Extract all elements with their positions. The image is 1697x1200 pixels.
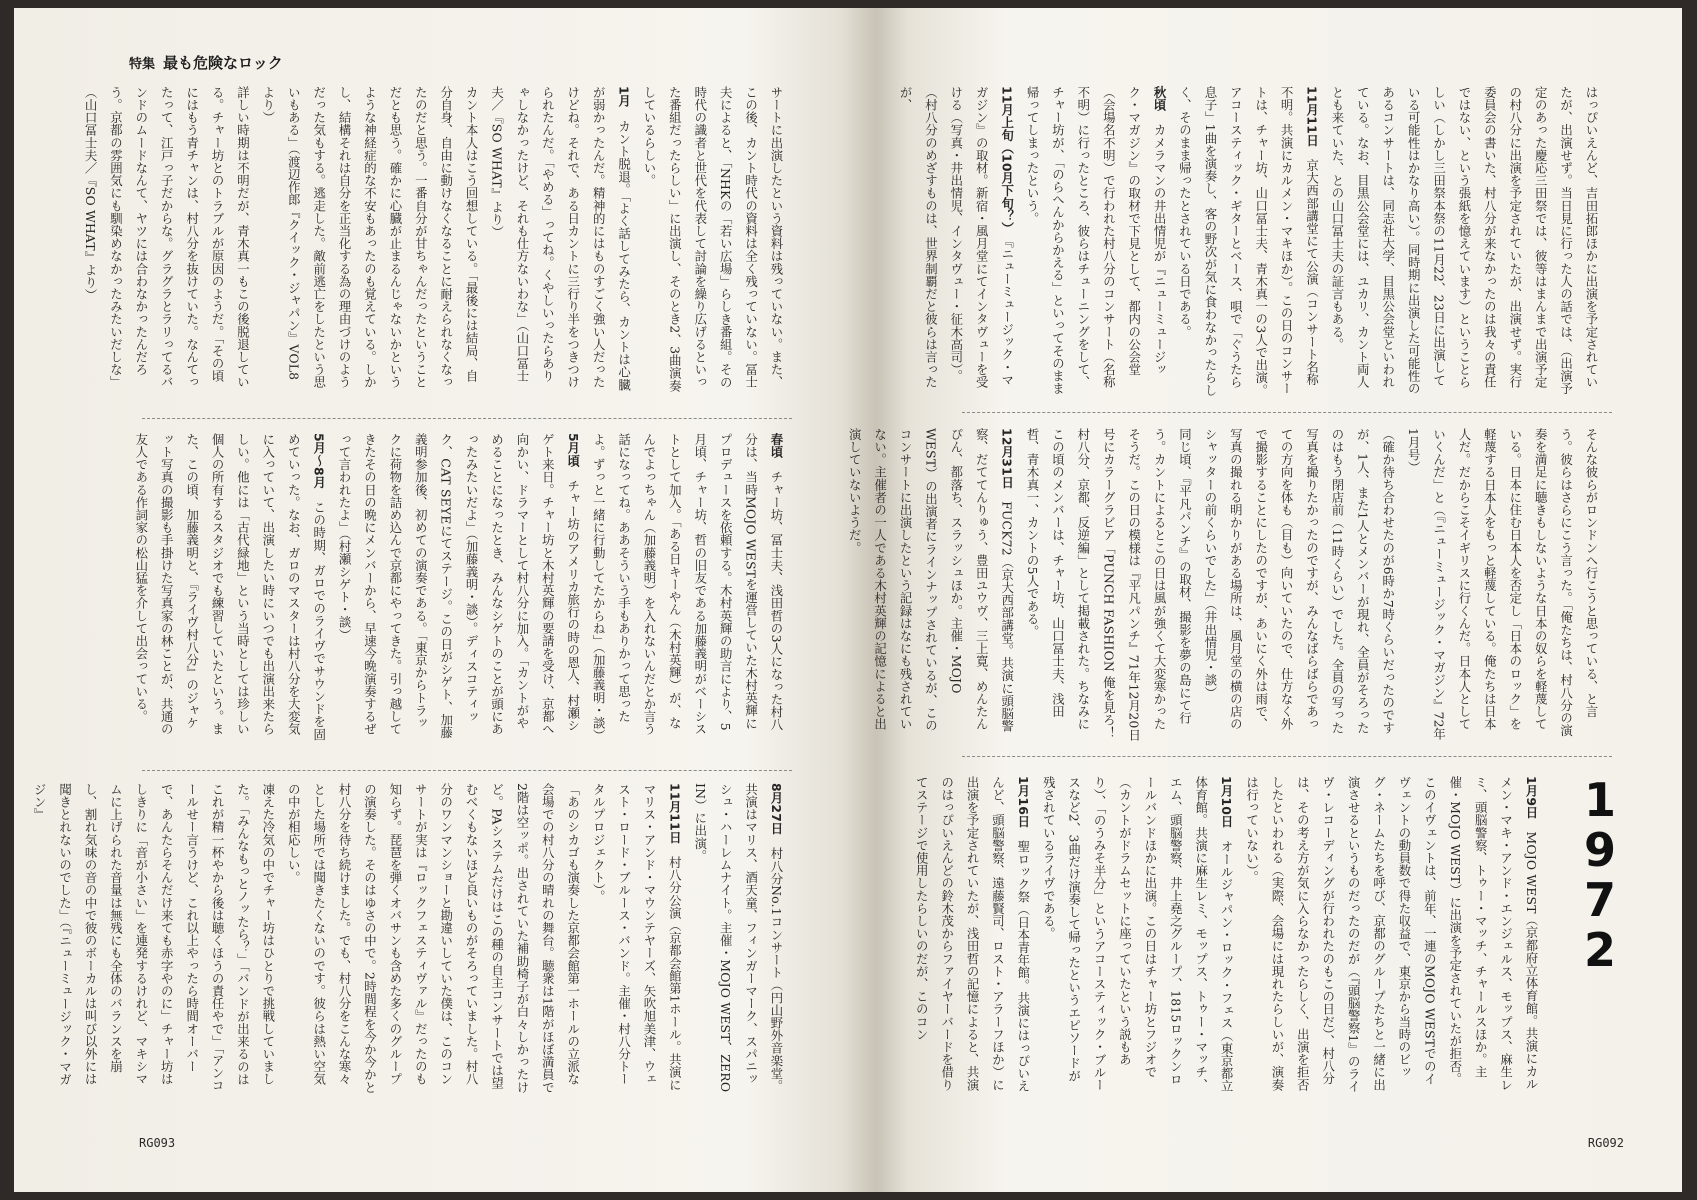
right-bot-text-1: MOJO WEST（京都府立体育館。共演にカルメン・マキ・アンド・エンジェルス、モップス、麻生レミ、頭脳警察、トゥー・マッチ、チャールスほか。主催・MOJO WEST）に出演を予定されていたが拒否。このイヴェントは、前年、一連のMOJO WESTでのイヴェントの動員数で得た収益で、東京から当時のビッグ・ネームたちを呼び、京都のグループたちと一緒に出演させるというものだったのだが（『頭脳警察1』のライヴ・レコーディングが行われたのもこの日だ）、村八分は、その考え方が気に入らなかったらしく、出演を拒否したといわれる（実際、会場には現れたらしいが、演奏は行っていない）。 xyxy=(1244,776,1539,1093)
right-mid-date-3: 12月31日 xyxy=(999,428,1015,489)
year-heading: 1972 xyxy=(1573,773,1627,973)
right-middle-band xyxy=(847,428,1604,742)
right-mid-text-0: そんな彼らがロンドンへ行こうと思っている、と言う。彼らはさらにこう言った。「俺たちは、村八分の演奏を満足に聴きもしないような日本の奴らを軽蔑している。日本に住む日本人を否定し「日本のロック」を軽蔑する日本人をもっと軽蔑している。俺たちは日本人だ。だからこそイギリスに行くんだ。日本人としていくんだ」と（『ニューミュージック・マガジン』72年1月号） xyxy=(1406,428,1599,741)
left-rule-2 xyxy=(142,770,792,771)
right-mid-text-2: 同じ頃、『平凡パンチ』の取材、撮影を夢の島にて行う。カントによるとこの日は風が強くて大変寒かったそうだ。この日の模様は『平凡パンチ』71年12月20日号にカラーグラビア「PUNCH FASHION 俺を見ろ！ 村八分、京都、反逆編」として掲載された。ちなみにこの頃のメンバーは、チャー坊、山口冨士夫、浅田哲、青木真一、カントの5人である。 xyxy=(1025,428,1193,742)
left-top-text-0: サートに出演したという資料は残っていない。また、この後、カント時代の資料は全く残っていない。冨士夫によると、「NHKの「若い広場」らしき番組。その時代の識者と世代を代表して討論を繰り広げるといった番組だったらしい」に出演し、そのとき2、3曲演奏しているらしい。 xyxy=(641,86,784,392)
right-top-date-1: 11月11日 xyxy=(1304,86,1320,147)
right-bottom-band xyxy=(914,776,1544,1094)
magazine-spread xyxy=(14,8,1682,1192)
right-top-date-3: 秋頃 xyxy=(1152,86,1168,112)
right-bot-date-4: 1月16日 xyxy=(1015,776,1031,828)
left-mid-text-1: チャー坊、冨士夫、浅田哲の3人になった村八分は、当時MOJO WESTを運営していた木村英輝にプロデュースを依頼する。木村英輝の助言により、5月頃、チャー坊、哲の旧友である加藤義明がベーシストとして加入。「ある日キーやん（木村英輝）が、なんでよっちゃん（加藤義明）を入れないんだとか言う話になってね。ああそういう手もありかって思ったよ。ずっと一緒に行動してたからね」（加藤義明・談） xyxy=(591,433,784,742)
left-bot-text-5: 凍えた冷気の中でチャー坊はひとりで挑戦していました。「みんなもっとノッたら？」「バンドが出来るのはこれが精一杯やから後は聴くほうの責任やで」「アンコールせー言うけど、これ以上やったら時間オーバーで、あんたらそんだけ来ても赤字やのに」チャー坊はしきりに「音が小さい」を連発するけれど、マキシマムに上げられた音量は無残にも全体のバランスを崩し、割れ気味の音の中で彼のボーカルは叫び以外には聞きとれないのでした」（『ニューミュージック・マガジン』 xyxy=(32,783,276,1092)
right-mid-text-1: （確か待ち合わせたのが6時か7時くらいだったのですが、1人、また1人とメンバーが現れ、全員がそろったのはもう閉店前（11時くらい）でした。全員の写った写真を撮りたかったのですが、みんなばらばらであっての方向を体も（目も）向いていたので、仕方なく外で撮影することにしたのですが、あいにく外は雨で、写真の撮れる明かりがある場所は、風月堂の横の店のシャッターの前くらいでした」（井出情児・談） xyxy=(1202,428,1396,734)
left-rule-1 xyxy=(142,418,792,419)
left-bot-text-1: 村八分No.1コンサート（円山野外音楽堂。共演はマリス、酒天童、フィンガーマーク、スパニッシュ・ハーレムナイト。主催・MOJO WEST、ZERO IN）に出演。 xyxy=(692,783,784,1093)
left-mid-date-4: 5月〜8月 xyxy=(311,433,327,489)
left-bot-text-4: 「あのシカゴも演奏した京都会館第一ホールの立派な会場での村八分の晴れの舞台。聴衆は1階がほぼ満員で2階は空ッポ。出されていた補助椅子が白々しかったけど。PAシステムだけはこの種の自主コンサートでは望むべくもないほど良いものがそろっていました。村八分のワンマンショーと勘違いしていた僕は、このコンサートが実は『ロックフェスティヴァル』だったのも知らず。琵琶を弾くオバサンも含めた多くのグループの演奏した。そのはゆさの中で。2時間程を今か今かと村八分を待ち続けました。でも、村八分をこんな寒々とした場所では聞きたくないのです。彼らは熱い空気の中が相応しい。 xyxy=(286,783,581,1094)
left-bot-date-0: 8月27日 xyxy=(769,783,784,835)
left-top-text-4: 詳しい時期は不明だが、青木真一もこの後脱退している。チャー坊とのトラブルが原因のようだ。「その頃にはもう青チャンは、村八分を抜けていた。なんてったって、江戸っ子だからな。グラグラとラリってるバンドのムードなんて、ヤツには合わなかったんだろう。京都の雰囲気にも馴染めなかったみたいだしな」（山口冨士夫／『SO WHAT』より） xyxy=(83,86,251,389)
left-bot-text-3: 村八分公演（京都会館第1ホール。共演にマリス・アンド・マウンテヤーズ、矢吹旭美津、ウェスト・ロード・ブルース・バンド。主催・村八分トータルプロジェクト）。 xyxy=(591,783,683,1091)
left-mid-text-3: チャー坊のアメリカ旅行の時の恩人、村瀬シゲト来日。チャー坊と木村英輝の要請を受け、京都へ向かい、ドラマーとして村八分に加入。「カントがやめることになったとき、みんなシゲトのことが頭にあったみたいだよ」（加藤義明・談）。ディスコティック、CAT SEYEにてステージ。この日がシゲト、加藤義明参加後、初めての演奏である。「東京からトラックに荷物を詰め込んで京都にやってきた。引っ越してきたその日の晩にメンバーから、早速今晩演奏するぜって言われたよ」（村瀬シゲト・談） xyxy=(337,433,581,739)
left-middle-band xyxy=(134,433,789,741)
right-rule-2 xyxy=(962,756,1612,757)
header-title: 最も危険なロック xyxy=(163,54,283,72)
left-mid-date-2: 5月頃 xyxy=(565,433,581,468)
right-top-text-7: （村八分のめざすものは、世界制覇だと彼らは言ったが、 xyxy=(898,86,939,389)
left-folio: RG093 xyxy=(139,1136,176,1150)
left-top-text-2: カント脱退。「よく話してみたら、カントは心臓が弱かったんだ。精神的にはものすごく強い人だったけどね。それで、ある日カントに三行り半をつきつけられたんだ。「やめる」ってね。くやしいったらありゃしなかったけど、それも仕方ないわな」（山口冨士夫／『SO WHAT』より） xyxy=(489,86,632,392)
left-top-date-1: 1月 xyxy=(616,86,632,108)
header-tag: 特集 xyxy=(129,57,156,72)
right-bot-date-2: 1月10日 xyxy=(1219,776,1235,828)
right-top-date-5: 11月上旬（10月下旬？） xyxy=(999,86,1015,229)
right-top-band xyxy=(898,86,1604,398)
right-rule-1 xyxy=(962,412,1612,413)
right-bot-text-3: オールジャパン・ロック・フェス（東京都立体育館。共演に麻生レミ、モップス、トゥー・マッチ、エム、頭脳警察、井上堯之グループ、1815ロックンロールバンドほかに出演。この日はチャー坊とフジオで（カントがドラムセットに座っていたという説もあり）、「のうみそ半分」というアコースティック・ブルースなど2、3曲だけ演奏して帰ったというエピソードが残されているライヴである。 xyxy=(1041,776,1235,1093)
left-page xyxy=(14,8,876,1192)
left-bot-date-2: 11月11日 xyxy=(667,783,683,844)
left-mid-date-0: 春頃 xyxy=(769,433,784,459)
right-top-text-6: 『ニューミュージック・マガジン』の取材。新宿・風月堂にてインタヴューを受ける（写真・井出情児、インタヴュー・征木高司）。 xyxy=(948,86,1015,389)
left-top-text-3: カント本人はこう回想している。「最後には結局、自分自身、自由に動けなくなることに耐えられなくなったのだと思う。一番自分が甘ちゃんだったということだとも思う。確かに心臓が止まるんじゃないかというような神経症的な不安もあったのも覚えている。しかし、結構それは自分を正当化する為の理由づけのようだった気もする。逃走した。敵前逃亡をしたという思いもある」（渡辺作郎『クイック・ジャパン』VOL8より） xyxy=(260,86,480,389)
left-bottom-band xyxy=(32,783,789,1095)
right-top-text-2: 京大西部講堂にて公演（コンサート名称不明。共演にカルメン・マキほか）。この日のコンサートは、チャー坊、山口冨士夫、青木真一の3人で出演。アコースティック・ギターとベース、唄で「ぐうたら息子」1曲を演奏し、客の野次が気に食わなかったらしく、そのまま帰ったとされている日である。 xyxy=(1177,86,1320,397)
left-mid-text-5: この時期、ガロでのライヴでサウンドを固めていった。なお、ガロのマスターは村八分を大変気に入っていて、出演したい時にいつでも出演出来たらしい。他には「古代緑地」という当時としては珍しい個人の所有するスタジオでも練習していたという。また、この頃、加藤義明と、『ライヴ村八分』のジャケット写真の撮影も手掛けた写真家の林ことが、共通の友人である作詞家の松山猛を介して出会っている。 xyxy=(133,433,327,741)
right-top-text-4: カメラマンの井出情児が『ニューミュージック・マガジン』の取材で下見として、都内の公会堂（会場名不明）で行われた村八分のコンサート（名称不明）に行ったところ、彼らはチューニングをして、チャー坊が、「のらへんからかえる」といってそのまま帰ってしまったという。 xyxy=(1025,86,1168,395)
page-header xyxy=(129,52,283,73)
left-top-band xyxy=(83,86,789,392)
right-top-text-0: はっぴいえんど、吉田拓郎ほかに出演を予定されていたが、出演せず。当日見に行った人の話では、（出演予定のあった慶応三田祭では、彼等はまんまで出演予定の村八分に出演を予定されていたが、出演せず。実行委員会の書いた、村八分が来なかったのは我々の責任ではない、という張紙を憶えています）ということらしい（しかし三田祭本祭の11月22、23日に出演している可能性はかなり高い）。同時期に出演した可能性のあるコンサートは、同志社大学、目黒公会堂といわれている。なお、目黒公会堂には、ユカリ、カント両人とも来ていた、との山口冨士夫の証言もある。 xyxy=(1329,86,1599,395)
right-page xyxy=(847,8,1682,1192)
right-bot-text-5: 聖ロック祭（日本青年館。共演にはっぴいえんど、頭脳警察、遠藤賢司、ロスト・アラーフほか）に出演を予定されていたが、浅田哲の記憶によると、共演のはっぴいえんどの鈴木茂からファイヤーバードを借りてステージで使用したらしいのだが、このコン xyxy=(914,776,1031,1093)
right-mid-text-4: FUCK72（京大西部講堂。共演に頭脳警察、だててんりゅう、豊田ユウヴ、三上寛、めんたんぴん、都落ち、スラッシュほか。主催・MOJO WEST）の出演者にラインナップされているが、このコンサートに出演したという記録はなにも残されていない。主催者の一人である木村英輝の記憶によると出演していないようだ。 xyxy=(847,428,1015,733)
right-folio: RG092 xyxy=(1587,1136,1624,1150)
right-bot-date-0: 1月9日 xyxy=(1524,776,1539,819)
